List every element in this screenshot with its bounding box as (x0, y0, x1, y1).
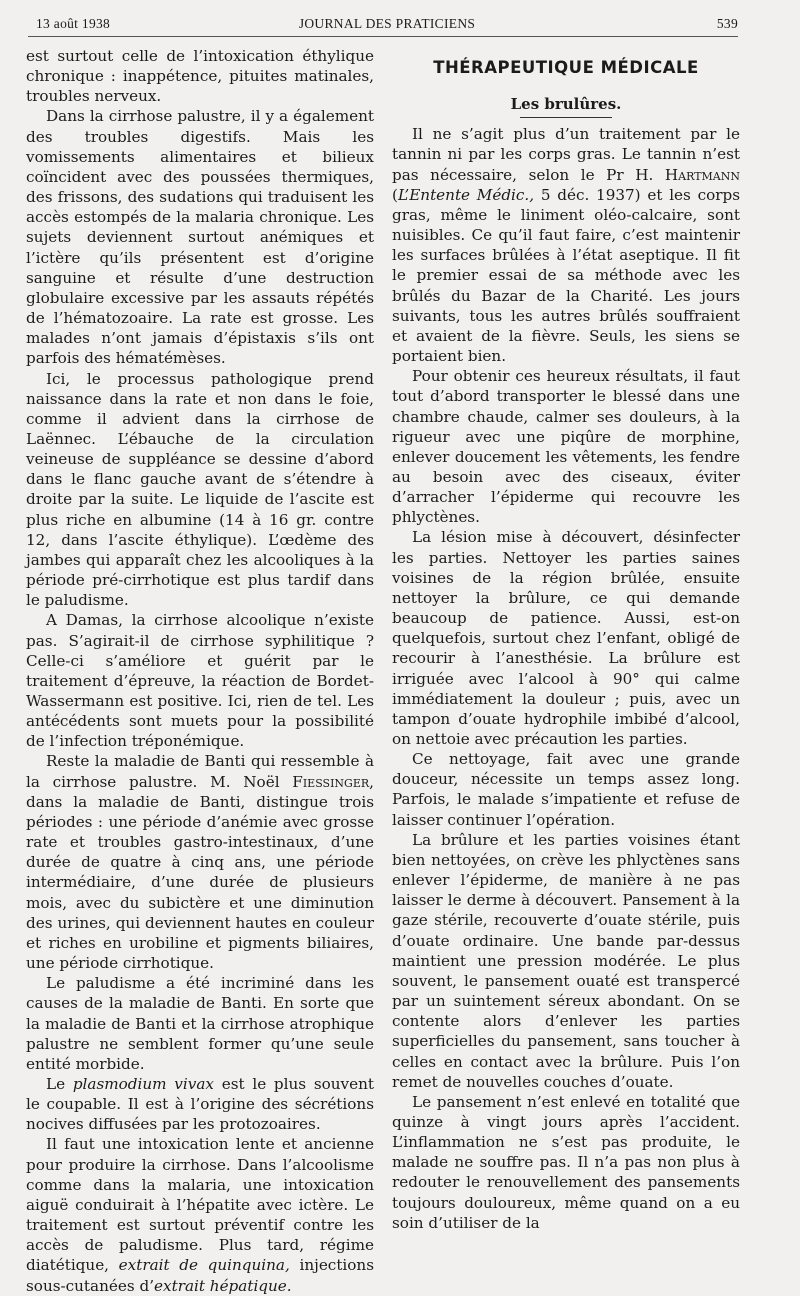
paragraph: La lésion mise à découvert, désinfecter les parties. Nettoyer les parties saines voisines de la région brûlée, ensuite nettoyer la brûlure, ce qui demande beaucoup de patience. Aussi, est-on quelquefois, surtout chez l’enfant, obligé de recourir à l’anesthésie. La brûlure est irriguée avec l’alcool à 90° qui calme immédiatement la douleur ; puis, avec un tampon d’ouate hydrophile imbibé d’alcool, on nettoie avec précaution les parties. (392, 528, 740, 748)
paragraph: Ici, le processus pathologique prend naissance dans la rate et non dans le foie, comme il advient dans la cirrhose de Laënnec. L’ébauche de la circulation veineuse de suppléance se dessine d’abord dans le flanc gauche avant de s’étendre à droite par la suite. Le liquide de l’ascite est plus riche en albumine (14 à 16 gr. contre 12, dans l’ascite éthylique). L’œdème des jambes qui apparaît chez les alcooliques à la période pré-cirrhotique est plus tardif dans le paludisme. (26, 369, 374, 610)
text-run: est le plus souvent le coupable. Il est à l’origine des sécrétions nocives diffusées par les protozoaires. (26, 1074, 374, 1134)
paragraph: est surtout celle de l’intoxication éthylique chronique : inappétence, pituites matinales, troubles nerveux. (26, 47, 374, 106)
issue-date: 13 août 1938 (36, 16, 111, 31)
article-title: Les brulûres. (510, 95, 622, 114)
text-run: , dans la maladie de Banti, distingue trois périodes : une période d’anémie avec grosse rate et troubles gastro-intestinaux, d’une durée de quatre à cinq ans, une période intermédiaire, d’une durée de plusieurs mois, avec du subictère et une diminution des urines, qui deviennent hautes en couleur et riches en urobiline et pigments biliaires, une période cirrhotique. (26, 772, 374, 973)
paragraph: Le paludisme a été incriminé dans les causes de la maladie de Banti. En sorte que la maladie de Banti et la cirrhose atrophique palustre ne semblent former qu’une seule entité morbide. (26, 974, 374, 1073)
header-rule (28, 36, 738, 37)
paragraph (392, 124, 740, 366)
text-run: Reste la maladie de Banti qui ressemble à la cirrhose palustre. M. Noël (26, 752, 374, 791)
citation: L’Entente Médic., (397, 185, 535, 204)
paragraph (26, 751, 374, 973)
paragraph: La brûlure et les parties voisines étant bien nettoyées, on crève les phlyctènes sans enlever l’épiderme, de manière à ne pas laisser le derme à découvert. Pansement à la gaze stérile, recouverte d’ouate stérile, puis d’ouate ordinaire. Une bande par-dessus maintient une pression modérée. Le plus souvent, le pansement ouaté est transpercé par un suintement séreux abondant. On se contente alors d’enlever les parties superficielles du pansement, sans toucher à celles en contact avec la brûlure. Puis l’on remet de nouvelles couches d’ouate. (392, 830, 740, 1091)
text-run: injections sous-cutanées d’ (26, 1256, 374, 1295)
author-name: Hartmann (664, 165, 740, 184)
text-run: 5 déc. 1937) et les corps gras, même le liniment oléo-calcaire, sont nuisibles. Ce qu’il faut faire, c’est maintenir les surfaces brûlées à l’état aseptique. Il fit le premier essai de sa méthode avec les brûlés du Bazar de la Charité. Les jours suivants, tous les autres brûlés souffraient et avaient de la fièvre. Seuls, les siens se portaient bien. (392, 185, 741, 366)
left-column (26, 46, 374, 1296)
paragraph: Dans la cirrhose palustre, il y a également des troubles digestifs. Mais les vomissements alimentaires et bilieux coïncident avec des poussées thermiques, des frissons, des sudations qui traduisent les accès estompés de la malaria chronique. Les sujets deviennent surtout anémiques et l’ictère qu’ils présentent est d’origine sanguine et résulte d’une destruction globulaire excessive par les assauts répétés de l’hématozoaire. La rate est grosse. Les malades n’ont jamais d’épistaxis s’ils ont parfois des hématémèses. (26, 107, 374, 368)
paragraph: A Damas, la cirrhose alcoolique n’existe pas. S’agirait-il de cirrhose syphilitique ? Celle-ci s’améliore et guérit par le traitement d’épreuve, la réaction de Bordet-Wassermann est positive. Ici, rien de tel. Les antécédents sont muets pour la possibilité de l’infection tréponémique. (26, 611, 374, 751)
paragraph: Le pansement n’est enlevé en totalité que quinze à vingt jours après l’accident. L’inflammation ne s’est pas produite, le malade ne souffre pas. Il n’a pas non plus à redouter le renouvellement des pansements toujours douloureux, même quand on a eu soin d’utiliser de la (392, 1092, 740, 1232)
paragraph (26, 1074, 374, 1134)
text-run: ( (392, 185, 398, 204)
title-rule (520, 117, 612, 118)
journal-title: JOURNAL DES PRATICIENS (298, 16, 476, 31)
paragraph (26, 1134, 374, 1295)
text-run: Il ne s’agit plus d’un traitement par le tannin ni par les corps gras. Le tannin n’est pas nécessaire, selon le Pr H. (392, 125, 740, 184)
paragraph: Pour obtenir ces heureux résultats, il faut tout d’abord transporter le blessé dans une chambre chaude, calmer ses douleurs, à la rigueur avec une piqûre de morphine, enlever doucement les vêtements, les fendre au besoin avec des ciseaux, éviter d’arracher l’épiderme qui recouvre les phlyctènes. (392, 367, 740, 527)
paragraph: Ce nettoyage, fait avec une grande douceur, nécessite un temps assez long. Parfois, le malade s’impatiente et refuse de laisser continuer l’opération. (392, 750, 740, 829)
author-name: Fiessinger (292, 772, 370, 791)
text-run: Il faut une intoxication lente et ancienne pour produire la cirrhose. Dans l’alcoolisme comme dans la malaria, une intoxication aiguë conduirait à l’hépatite avec ictère. Le traitement est surtout préventif contre les accès de paludisme. Plus tard, régime diatétique, (26, 1135, 374, 1275)
italic-term: plasmodium vivax (72, 1074, 214, 1093)
italic-term: extrait de quinquina, (118, 1256, 290, 1275)
section-title: THÉRAPEUTIQUE MÉDICALE (433, 58, 699, 77)
page-number: 539 (716, 16, 738, 31)
running-header (36, 14, 738, 36)
italic-term: extrait hépatique. (154, 1276, 292, 1295)
right-column (392, 46, 740, 1233)
text-run: Le (46, 1074, 73, 1093)
